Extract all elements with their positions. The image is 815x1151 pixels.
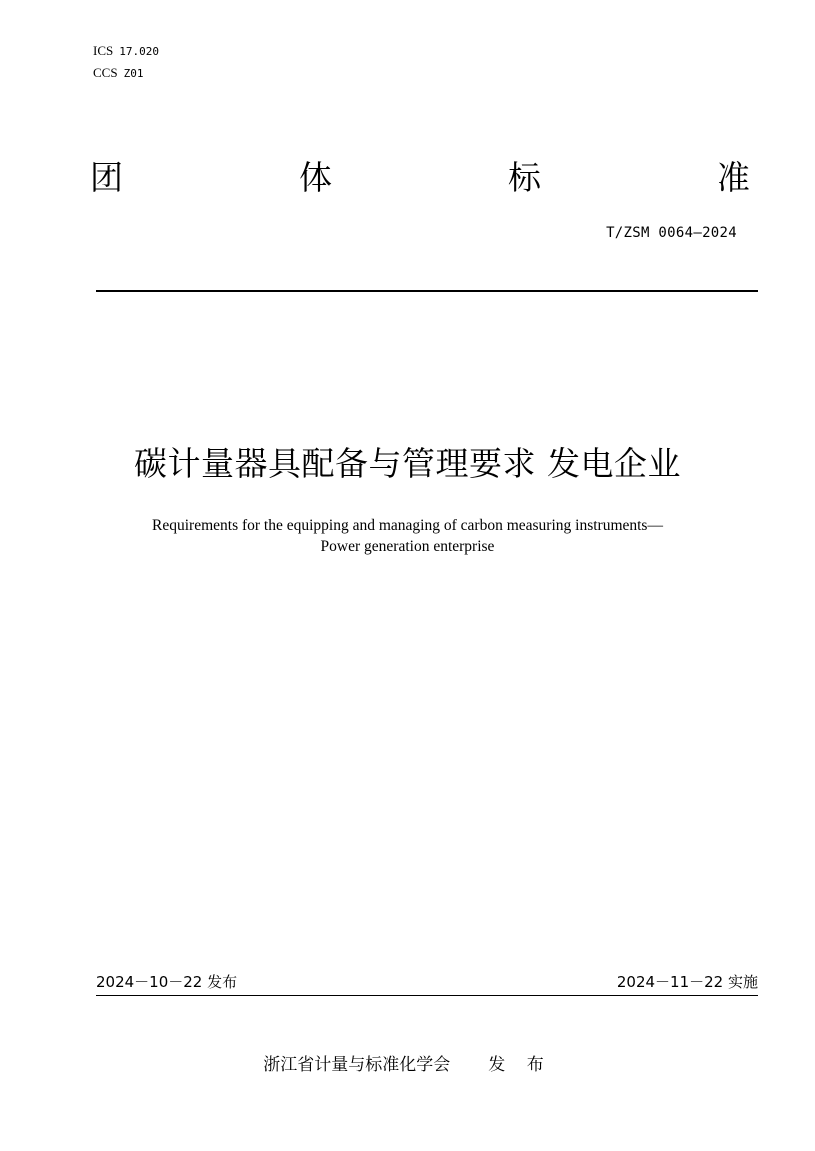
title-english (60, 515, 755, 557)
standard-type-heading (90, 158, 750, 198)
standard-type-char-2: 体 (299, 158, 332, 197)
top-divider (96, 290, 758, 292)
dates-row (96, 972, 758, 992)
ccs-label: CCS (93, 65, 118, 80)
ccs-row (93, 62, 159, 84)
ics-value: 17.020 (119, 45, 159, 58)
standard-type-char-3: 标 (508, 158, 541, 197)
title-english-line-1: Requirements for the equipping and managing of carbon measuring instruments— (152, 517, 663, 534)
ccs-value: Z01 (123, 67, 144, 80)
publish-date: 2024－10－22 发布 (96, 973, 238, 991)
title-chinese: 碳计量器具配备与管理要求 发电企业 (134, 444, 681, 483)
ics-row (93, 40, 159, 62)
bottom-divider (96, 995, 758, 996)
standard-type-char-1: 团 (90, 158, 123, 197)
publisher-line (0, 1054, 815, 1076)
publisher-verb: 发 布 (488, 1055, 552, 1075)
publisher-org: 浙江省计量与标准化学会 (263, 1055, 451, 1075)
classification-codes (93, 40, 159, 84)
effective-date: 2024－11－22 实施 (616, 973, 758, 991)
title-english-line-2: Power generation enterprise (320, 538, 495, 555)
standard-type-char-4: 准 (717, 158, 750, 197)
ics-label: ICS (93, 43, 114, 58)
standard-number: T/ZSM 0064—2024 (606, 225, 737, 241)
